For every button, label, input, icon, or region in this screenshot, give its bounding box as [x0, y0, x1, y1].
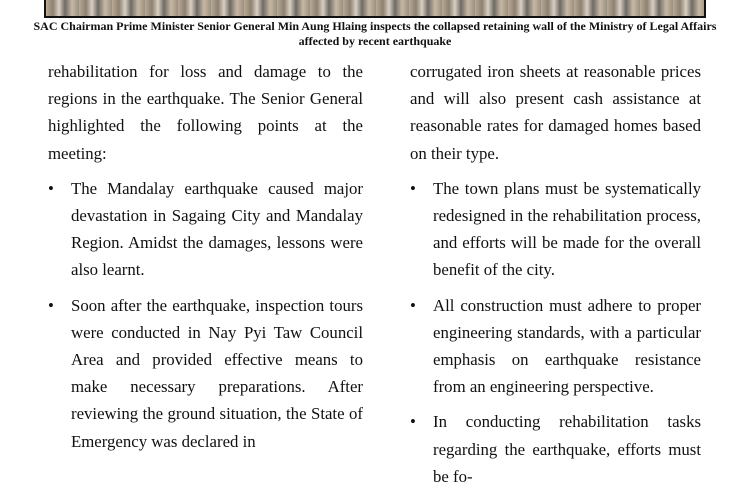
left-column [48, 58, 363, 463]
left-intro-paragraph: rehabilitation for loss and damage to the regions in the earthquake. The Senior General highlighted the following points at the meeting: [48, 62, 363, 163]
right-bullet-list [410, 175, 701, 490]
left-bullet-list [48, 175, 363, 455]
bullet-item: • In conducting rehabilitation tasks regarding the earthquake, efforts must be fo- [410, 408, 701, 490]
bullet-item: • The town plans must be systematically redesigned in the rehabilitation process, and efforts will be made for the overall benefit of the city. [410, 175, 701, 284]
right-intro-paragraph: corrugated iron sheets at reasonable prices and will also present cash assistance at reasonable rates for damaged homes based on their type. [410, 62, 701, 163]
right-column [410, 58, 701, 498]
photo-caption: SAC Chairman Prime Minister Senior General Min Aung Hlaing inspects the collapsed retaining wall of the Ministry of Legal Affairs affected by recent earthquake [33, 19, 717, 48]
bullet-item: • Soon after the earthquake, inspection tours were conducted in Nay Pyi Taw Council Area and provided effective means to make necessary preparations. After reviewing the ground situation, the State of Emergency was declared in [48, 292, 363, 455]
bullet-item: • The Mandalay earthquake caused major devastation in Sagaing City and Mandalay Region. Amidst the damages, lessons were also learnt. [48, 175, 363, 284]
earthquake-photo [44, 0, 706, 18]
bullet-item: • All construction must adhere to proper engineering standards, with a particular emphasis on earthquake resistance from an engineering perspective. [410, 292, 701, 401]
